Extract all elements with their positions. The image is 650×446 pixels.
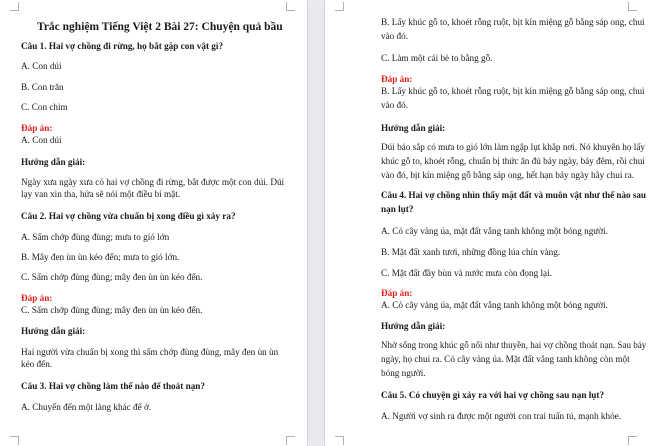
q4-guide-line: ngày, họ chui ra. Cỏ cây vàng úa. Mặt đất vắng tanh không còn một bbox=[381, 354, 630, 364]
q2-option-c: C. Sấm chớp đùng đùng; mây đen ùn ùn kéo đến. bbox=[21, 272, 203, 282]
q5-option-a: A. Người vợ sinh ra được một người con trai tuấn tú, mạnh khỏe. bbox=[381, 411, 622, 421]
guide-label: Hướng dẫn giải: bbox=[381, 321, 446, 331]
answer-label: Đáp án: bbox=[381, 288, 413, 298]
guide-label: Hướng dẫn giải: bbox=[21, 157, 86, 167]
answer-label: Đáp án: bbox=[21, 123, 53, 133]
q4-option-c: C. Mặt đất đầy bùn và nước mưa còn đọng lại. bbox=[381, 268, 552, 278]
question-4-line: Câu 4. Hai vợ chồng nhìn thấy mặt đất và muôn vật như thế nào sau bbox=[381, 190, 646, 200]
q3-option-b-line: vào đó. bbox=[381, 31, 409, 41]
question-3: Câu 3. Hai vợ chồng làm thế nào để thoát nạn? bbox=[21, 381, 206, 391]
q2-guide-line: Hai người vừa chuẩn bị xong thì sấm chớp đùng đùng, mây đen ùn ùn bbox=[21, 347, 279, 357]
q3-option-a: A. Chuyển đến một làng khác để ở. bbox=[21, 402, 152, 412]
q1-option-b: B. Con trăn bbox=[21, 82, 64, 92]
q3-option-c: C. Làm một cái bè to bằng gỗ. bbox=[381, 53, 493, 63]
q3-guide-line: Dúi báo sắp có mưa to gió lớn làm ngập lụt khắp nơi. Nó khuyên họ lấy bbox=[381, 142, 645, 152]
q3-guide-line: vào đó, bịt kín miệng gỗ bằng sáp ong, hết hạn bảy ngày hãy chui ra. bbox=[381, 170, 635, 180]
guide-label: Hướng dẫn giải: bbox=[21, 326, 86, 336]
q1-answer: A. Con dúi bbox=[21, 135, 62, 145]
q2-option-b: B. Mây đen ùn ùn kéo đến; mưa to gió lớn. bbox=[21, 252, 180, 262]
q3-answer-line: vào đó. bbox=[381, 100, 409, 110]
q4-guide-line: bóng người. bbox=[381, 368, 426, 378]
q1-guide-line: lạy van xin tha, hứa sẽ nói một điều bí mật. bbox=[21, 189, 181, 199]
q2-option-a: A. Sấm chớp đùng đùng; mưa to gió lớn bbox=[21, 232, 170, 242]
question-2: Câu 2. Hai vợ chồng vừa chuẩn bị xong điều gì xảy ra? bbox=[21, 211, 236, 221]
question-5: Câu 5. Có chuyện gì xảy ra với hai vợ chồng sau nạn lụt? bbox=[381, 390, 605, 400]
document-page-left bbox=[0, 0, 307, 446]
q1-option-c: C. Con chim bbox=[21, 102, 68, 112]
q1-guide-line: Ngày xưa ngày xưa có hai vợ chồng đi rừng, bắt được một con dúi. Dúi bbox=[21, 177, 285, 187]
q2-answer: C. Sấm chớp đùng đùng; mây đen ùn ùn kéo đến. bbox=[21, 305, 203, 315]
q1-option-a: A. Con dúi bbox=[21, 61, 62, 71]
q3-guide-line: khúc gỗ to, khoét rỗng, chuẩn bị thức ăn đủ bảy ngày, bảy đêm, rồi chui bbox=[381, 156, 645, 166]
q4-option-a: A. Cỏ cây vàng úa, mặt đất vắng tanh không một bóng người. bbox=[381, 226, 608, 236]
guide-label: Hướng dẫn giải: bbox=[381, 123, 446, 133]
q4-option-b: B. Mặt đất xanh tươi, những đồng lúa chín vàng. bbox=[381, 247, 561, 257]
q3-option-b-line: B. Lấy khúc gỗ to, khoét rỗng ruột, bịt kín miệng gỗ bằng sáp ong, chui bbox=[381, 17, 645, 27]
answer-label: Đáp án: bbox=[21, 293, 53, 303]
document-title: Trắc nghiệm Tiếng Việt 2 Bài 27: Chuyện quả bầu bbox=[37, 21, 283, 33]
answer-label: Đáp án: bbox=[381, 74, 413, 84]
q4-guide-line: Nhờ sống trong khúc gỗ nổi như thuyền, hai vợ chồng thoát nạn. Sau bảy bbox=[381, 340, 647, 350]
q3-answer-line: B. Lấy khúc gỗ to, khoét rỗng ruột, bịt kín miệng gỗ bằng sáp ong, chui bbox=[381, 86, 645, 96]
question-1: Câu 1. Hai vợ chồng đi rừng, họ bắt gặp con vật gì? bbox=[21, 41, 224, 51]
q2-guide-line: kéo đến. bbox=[21, 359, 53, 369]
question-4-line: nạn lụt? bbox=[381, 204, 414, 214]
q4-answer: A. Cỏ cây vàng úa, mặt đất vắng tanh không một bóng người. bbox=[381, 300, 608, 310]
document-page-right bbox=[325, 0, 650, 446]
